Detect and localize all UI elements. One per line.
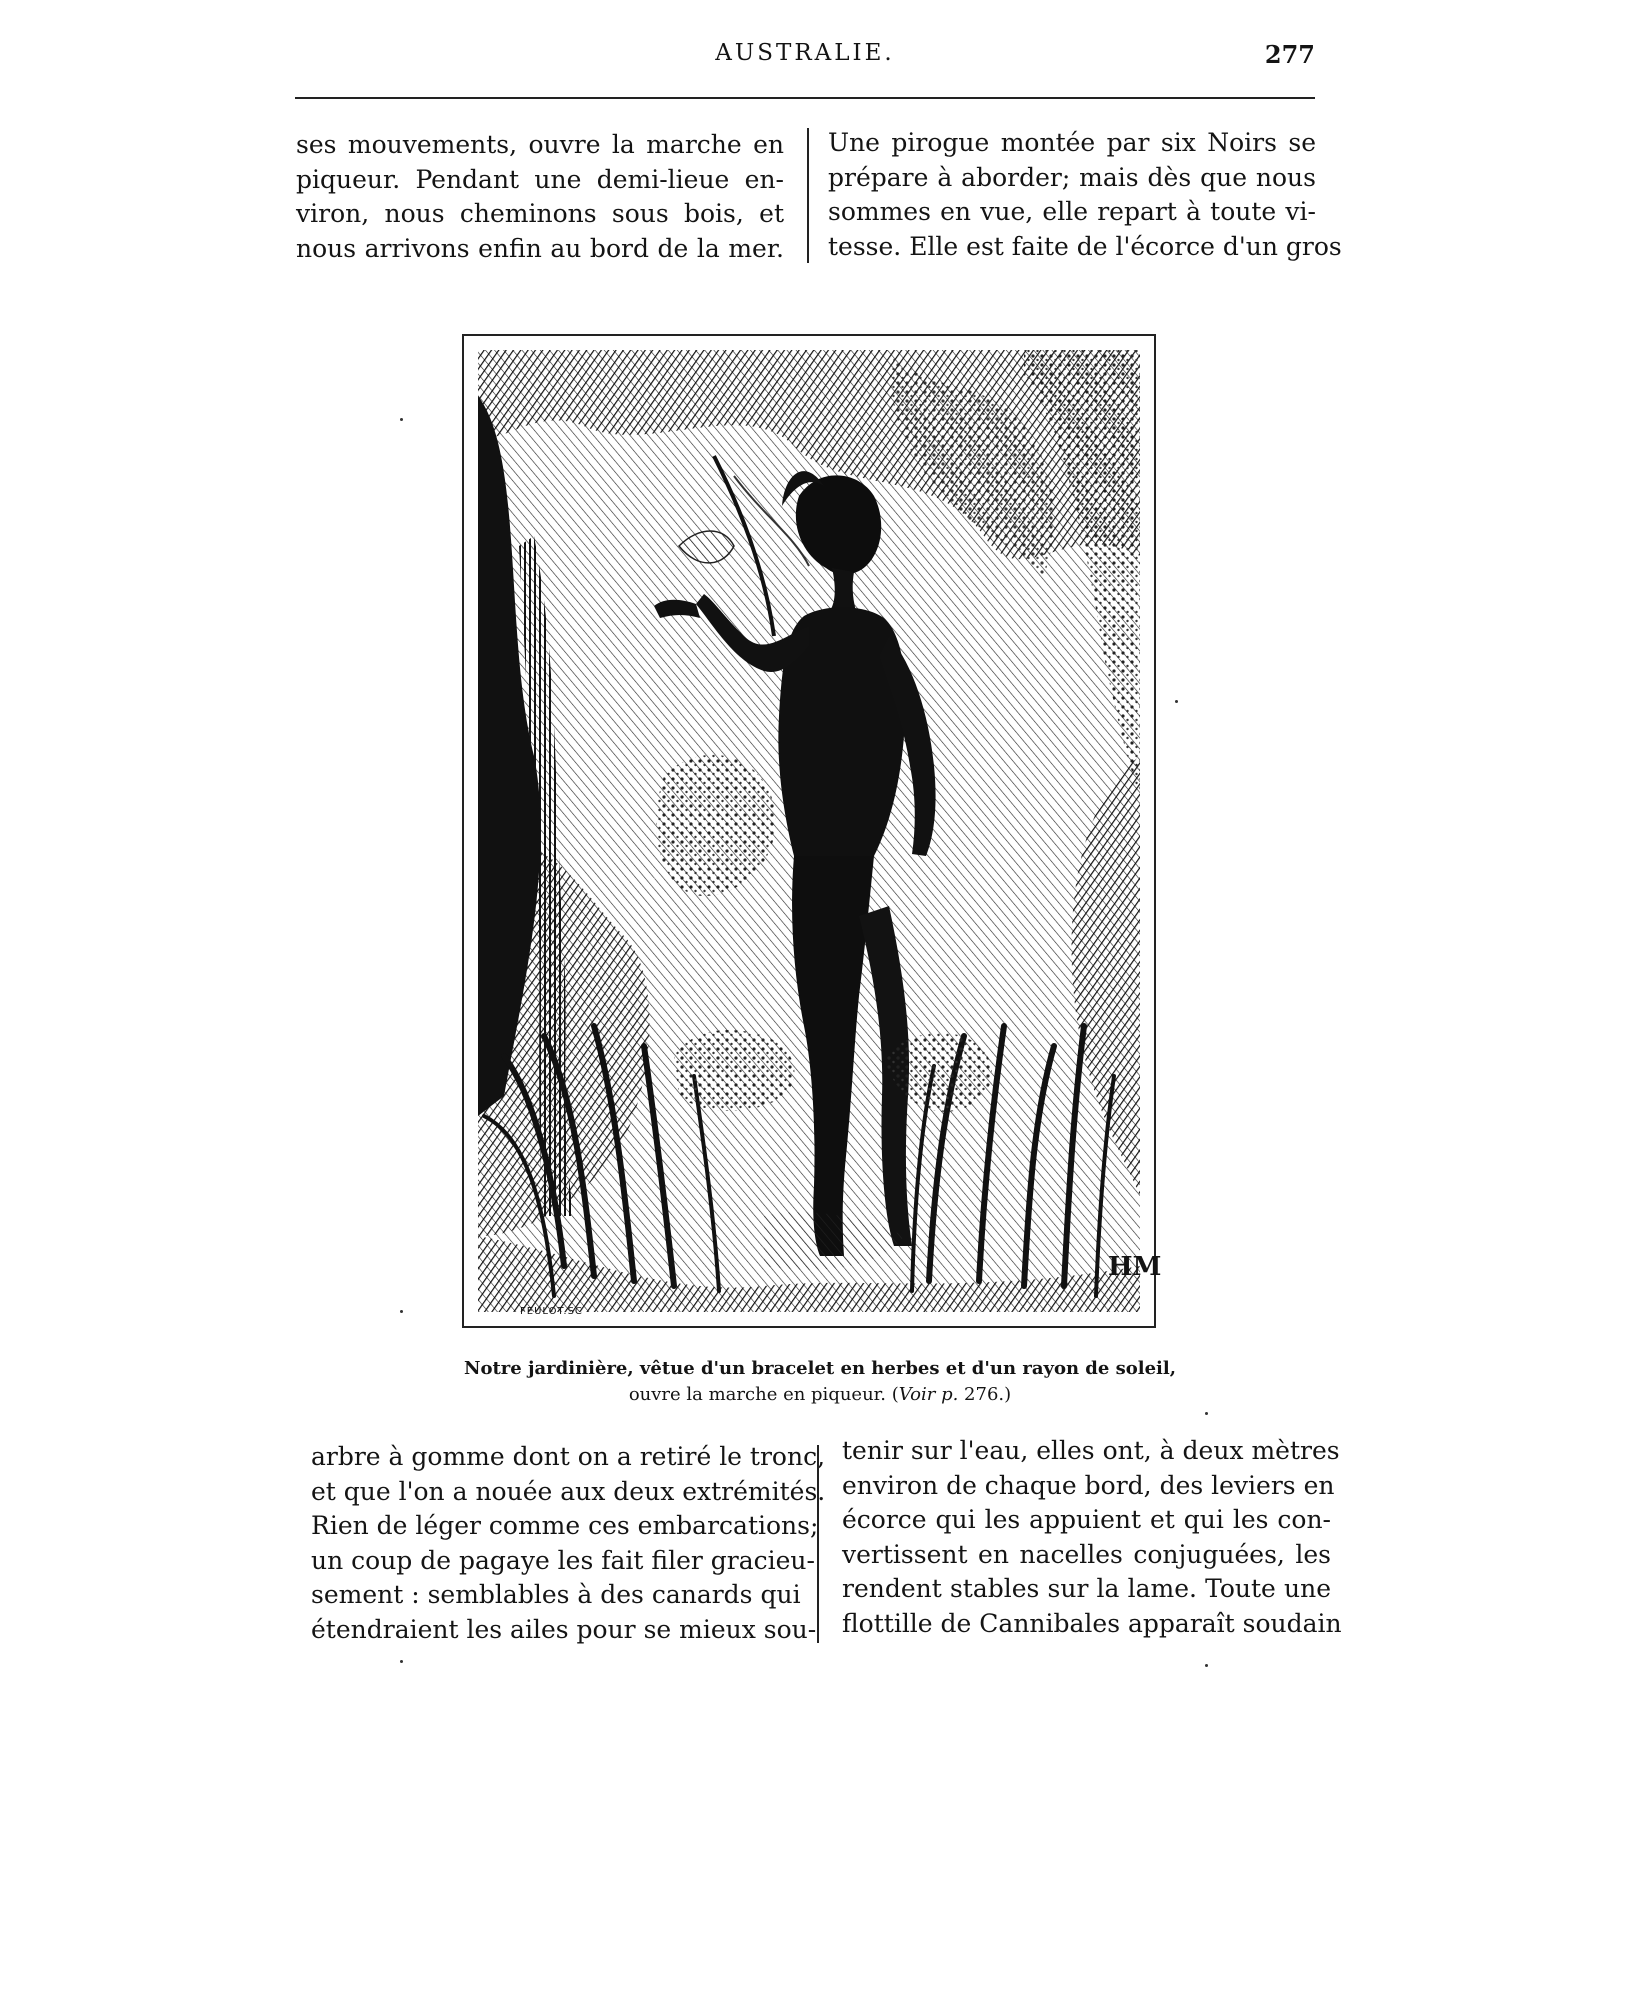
text-line: un coup de pagaye les fait filer gracieu- bbox=[311, 1545, 815, 1575]
page-number: 277 bbox=[1264, 40, 1315, 69]
text-line: tenir sur l'eau, elles ont, à deux mètres bbox=[842, 1436, 1340, 1465]
scan-speck bbox=[1175, 700, 1178, 703]
text-line: sommes en vue, elle repart à toute vi- bbox=[828, 197, 1316, 226]
scan-speck bbox=[400, 418, 403, 421]
scan-speck bbox=[1205, 1664, 1208, 1667]
caption-paren: ( bbox=[891, 1384, 899, 1405]
bottom-right-column bbox=[842, 1434, 1342, 1641]
bottom-left-column bbox=[311, 1440, 826, 1647]
text-line: rendent stables sur la lame. Toute une bbox=[842, 1574, 1331, 1603]
figure-caption-line1: Notre jardinière, vêtue d'un bracelet en herbes et d'un rayon de soleil, bbox=[464, 1358, 1176, 1379]
text-line: écorce qui les appuient et qui les con- bbox=[842, 1505, 1331, 1534]
scan-speck bbox=[1205, 1412, 1208, 1415]
caption-italic-ref: Voir p. bbox=[898, 1384, 959, 1405]
text-line: tesse. Elle est faite de l'écorce d'un gros bbox=[828, 231, 1342, 261]
page-header bbox=[295, 40, 1315, 80]
text-line: environ de chaque bord, des leviers en bbox=[842, 1470, 1335, 1500]
text-line: piqueur. Pendant une demi-lieue en- bbox=[296, 164, 784, 194]
text-line: prépare à aborder; mais dès que nous bbox=[828, 162, 1316, 192]
text-line: viron, nous cheminons sous bois, et bbox=[296, 199, 784, 228]
engraving-illustration bbox=[462, 334, 1156, 1328]
text-line: et que l'on a nouée aux deux extrémités. bbox=[311, 1476, 826, 1506]
top-left-column bbox=[296, 128, 784, 266]
text-line: flottille de Cannibales apparaît soudain bbox=[842, 1608, 1342, 1638]
column-divider-bottom bbox=[817, 1445, 819, 1643]
figure-caption-line2 bbox=[430, 1384, 1210, 1405]
text-line: ses mouvements, ouvre la marche en bbox=[296, 130, 784, 159]
text-line: sement : semblables à des canards qui bbox=[311, 1580, 801, 1609]
text-line: Une pirogue montée par six Noirs se bbox=[828, 128, 1316, 157]
column-divider-top bbox=[807, 128, 809, 263]
scan-speck bbox=[400, 1660, 403, 1663]
scan-speck bbox=[400, 1310, 403, 1313]
text-line: Rien de léger comme ces embarcations; bbox=[311, 1511, 819, 1540]
engraver-signature: FEULOT.SC bbox=[520, 1306, 583, 1317]
caption-text: ouvre la marche en piqueur. bbox=[628, 1384, 887, 1405]
text-line: arbre à gomme dont on a retiré le tronc, bbox=[311, 1442, 826, 1471]
running-title: AUSTRALIE. bbox=[715, 40, 895, 66]
text-line: nous arrivons enfin au bord de la mer. bbox=[296, 233, 784, 263]
text-line: vertissent en nacelles conjuguées, les bbox=[842, 1539, 1331, 1569]
engraving-picture bbox=[464, 336, 1154, 1326]
top-right-column bbox=[828, 126, 1342, 264]
text-line: étendraient les ailes pour se mieux sou- bbox=[311, 1614, 817, 1644]
artist-monogram: HM bbox=[1108, 1252, 1162, 1282]
header-rule bbox=[295, 97, 1315, 99]
caption-page-ref: 276.) bbox=[964, 1384, 1012, 1405]
